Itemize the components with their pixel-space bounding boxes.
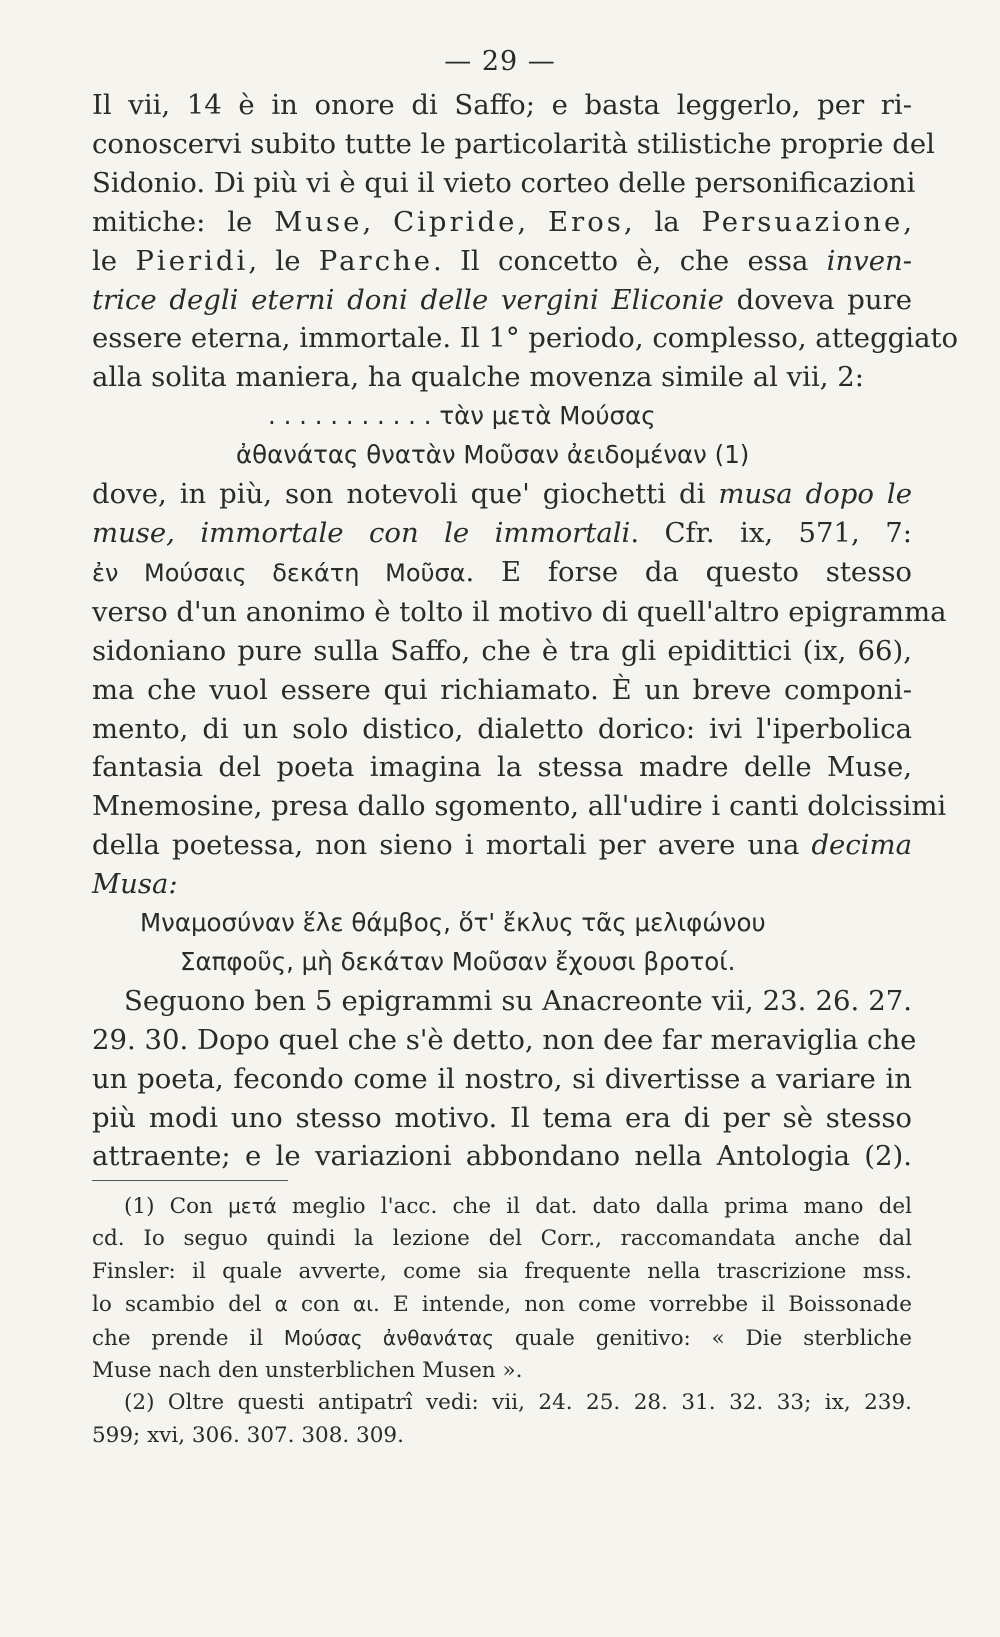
text-line: essere eterna, immortale. Il 1° periodo, complesso, atteggiato [92, 322, 959, 355]
text-line: sidoniano pure sulla Saffo, che è tra gli epidittici (ix, 66), [92, 634, 912, 667]
spaced-term-eros: Eros [547, 205, 624, 238]
text-line: Seguono ben 5 epigrammi su Anacreonte vii, 23. 26. 27. [124, 984, 912, 1017]
spaced-term-parche: Parche [318, 244, 433, 277]
greek-quote-line: ἀθανάτας θνατὰν Μοῦσαν ἀειδομέναν (1) [236, 440, 750, 470]
text-line [92, 203, 912, 242]
text-line: alla solita maniera, ha qualche movenza simile al vii, 2: [92, 361, 865, 394]
greek-run: αι [353, 1292, 373, 1317]
text-line [92, 281, 912, 320]
italic-run: inven- [826, 244, 912, 277]
main-text [92, 86, 959, 1176]
text-line [92, 475, 912, 514]
italic-run: muse, immortale con le immortali [92, 516, 631, 549]
text-run: , le [248, 244, 319, 277]
text-run: meglio l'acc. che il dat. dato dalla prima mano del [276, 1194, 912, 1219]
greek-quote-line: . . . . . . . . . . . τὰν μετὰ Μούσας [268, 401, 656, 431]
text-line: mento, di un solo distico, dialetto dorico: ivi l'iperbolica [92, 712, 912, 745]
italic-run: trice degli eterni doni delle vergini Eliconie [92, 283, 724, 316]
text-run: . E forse da questo stesso [465, 555, 912, 588]
text-run: doveva pure [723, 283, 912, 316]
text-line: Sidonio. Di più vi è qui il vieto corteo delle personificazioni [92, 166, 916, 199]
text-run: le [92, 244, 136, 277]
text-run: . E intende, non come vorrebbe il Boissonade [372, 1292, 912, 1318]
text-line: conoscervi subito tutte le particolarità stilistiche proprie del [92, 127, 935, 160]
footnote-line: (2) Oltre questi antipatrî vedi: vii, 24. 25. 28. 31. 32. 33; ix, 239. [124, 1390, 912, 1416]
footnote-line [92, 1322, 912, 1355]
text-run: mitiche: le [92, 205, 275, 238]
footnote-line: 599; xvi, 306. 307. 308. 309. [92, 1422, 404, 1448]
text-run: , [903, 205, 913, 238]
page-number: — 29 — [444, 46, 556, 77]
text-line [92, 553, 912, 593]
spaced-term-persuazione: Persuazione [701, 205, 904, 238]
text-run: che prende il [92, 1325, 284, 1351]
text-run: lo scambio del [92, 1292, 275, 1318]
footnote-line [92, 1288, 912, 1321]
text-run: , [362, 205, 394, 238]
text-line [92, 242, 912, 281]
spaced-term-muse: Muse [274, 205, 363, 238]
text-line: più modi uno stesso motivo. Il tema era di per sè stesso [92, 1101, 912, 1134]
italic-run: decima [811, 829, 912, 862]
text-run: della poetessa, non sieno i mortali per avere una [92, 829, 812, 862]
text-line: 29. 30. Dopo quel che s'è detto, non dee far meraviglia che [92, 1023, 917, 1056]
spaced-term-pieridi: Pieridi [135, 244, 249, 277]
spaced-term-cipride: Cipride [393, 205, 518, 238]
text-run: . Cfr. ix, 571, 7: [630, 516, 912, 549]
text-run: . Il concetto è, che essa [433, 244, 827, 277]
footnote-line [92, 1190, 912, 1223]
text-line [92, 826, 912, 865]
text-line: un poeta, fecondo come il nostro, si divertisse a variare in [92, 1062, 912, 1095]
greek-quote-line: Σαπφοῦς, μὴ δεκάταν Μοῦσαν ἔχουσι βροτοί. [180, 946, 736, 976]
text-run: con [287, 1292, 354, 1318]
text-line: fantasia del poeta imagina la stessa madre delle Muse, [92, 751, 912, 784]
text-run: , [517, 205, 548, 238]
text-line: Musa: [92, 868, 178, 901]
text-line: verso d'un anonimo è tolto il motivo di quell'altro epigramma [92, 595, 947, 628]
greek-run: α [274, 1292, 288, 1317]
text-run: dove, in più, son notevoli que' giochetti di [92, 478, 719, 511]
greek-run: ἐν Μούσαις δεκάτη Μοῦσα [92, 558, 466, 587]
footnote-line: cd. Io seguo quindi la lezione del Corr., raccomandata anche dal [92, 1226, 912, 1252]
greek-run: Μούσας ἀνθανάτας [283, 1325, 495, 1350]
text-run: , la [623, 205, 702, 238]
greek-quote-line: Μναμοσύναν ἕλε θάμβος, ὅτ' ἔκλυς τᾶς μελιφώνου [140, 908, 766, 938]
footnote-divider [92, 1180, 288, 1181]
text-line [92, 514, 912, 553]
italic-run: musa dopo le [718, 478, 913, 511]
footnote-line: Muse nach den unsterblichen Musen ». [92, 1358, 523, 1384]
text-line: attraente; e le variazioni abbondano nella Antologia (2). [92, 1140, 912, 1173]
footnote-line: Finsler: il quale avverte, come sia frequente nella trascrizione mss. [92, 1258, 912, 1284]
text-line: Il vii, 14 è in onore di Saffo; e basta leggerlo, per ri- [92, 89, 912, 121]
text-run: quale genitivo: « Die sterbliche [494, 1325, 912, 1351]
greek-run: μετά [228, 1194, 277, 1218]
text-run: (1) Con [124, 1194, 229, 1219]
footnotes [92, 1190, 912, 1452]
text-line: Mnemosine, presa dallo sgomento, all'udire i canti dolcissimi [92, 790, 947, 823]
text-line: ma che vuol essere qui richiamato. È un breve componi- [92, 673, 912, 706]
